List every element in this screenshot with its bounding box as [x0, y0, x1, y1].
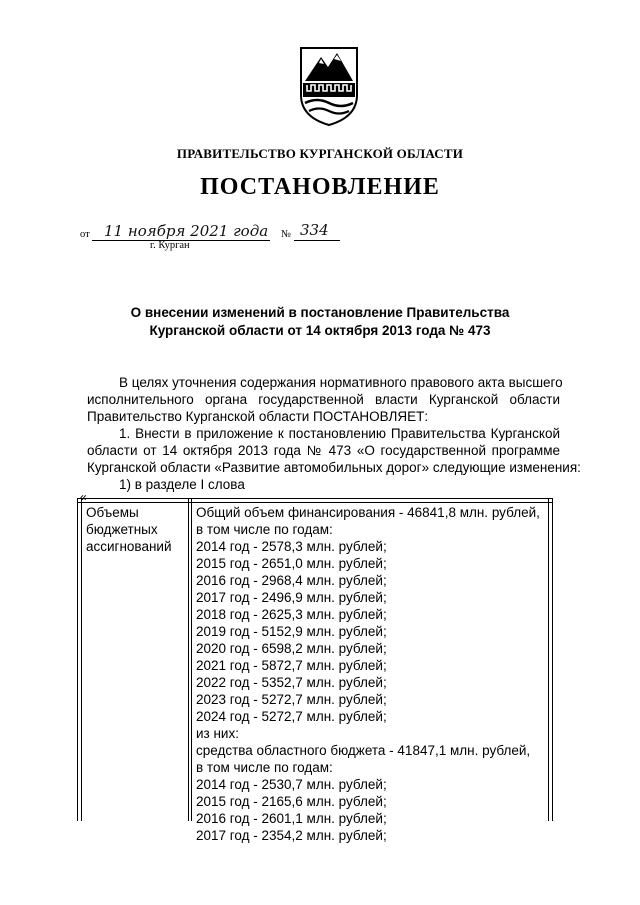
cell-text-line: ассигнований [86, 539, 172, 554]
number-underline [294, 240, 340, 241]
text-line: области от 14 октября 2013 года № 473 «О государственной программе [87, 443, 560, 458]
table-cell-values [196, 504, 546, 844]
funding-line: в том числе по годам: [196, 760, 333, 775]
funding-line: средства областного бюджета - 41847,1 млн. рублей, [196, 743, 531, 758]
funding-line: 2022 год - 5352,7 млн. рублей; [196, 675, 387, 690]
resolution-title [0, 304, 640, 340]
table-border [81, 499, 82, 821]
text-line: В целях уточнения содержания нормативного правового акта высшего [119, 375, 563, 390]
funding-line: 2015 год - 2651,0 млн. рублей; [196, 556, 387, 571]
table-cell-label [86, 504, 186, 555]
table-column-divider [191, 499, 192, 821]
organization-name: ПРАВИТЕЛЬСТВО КУРГАНСКОЙ ОБЛАСТИ [176, 146, 464, 161]
paragraph-subitem-1: 1) в разделе I слова [119, 477, 245, 492]
table-column-divider [188, 499, 189, 821]
funding-line: 2017 год - 2354,2 млн. рублей; [196, 828, 387, 843]
funding-line: 2019 год - 5152,9 млн. рублей; [196, 624, 387, 639]
paragraph-item-1 [87, 425, 581, 476]
paragraph-preamble [87, 374, 563, 425]
cell-text-line: Объемы [86, 505, 139, 520]
document-type-heading: ПОСТАНОВЛЕНИЕ [200, 174, 440, 200]
table-border [78, 502, 552, 503]
budget-table [77, 498, 553, 843]
funding-line: 2023 год - 5272,7 млн. рублей; [196, 692, 387, 707]
title-line: Курганской области от 14 октября 2013 года № 473 [149, 323, 491, 338]
number-label: № [281, 229, 292, 240]
funding-line: из них: [196, 726, 239, 741]
funding-line: 2014 год - 2530,7 млн. рублей; [196, 777, 387, 792]
text-line: Курганской области «Развитие автомобильных дорог» следующие изменения: [87, 460, 581, 475]
title-line: О внесении изменений в постановление Правительства [130, 305, 510, 320]
funding-line: 2016 год - 2968,4 млн. рублей; [196, 573, 387, 588]
funding-line: 2018 год - 2625,3 млн. рублей; [196, 607, 387, 622]
funding-line: 2024 год - 5272,7 млн. рублей; [196, 709, 387, 724]
funding-line: 2021 год - 5872,7 млн. рублей; [196, 658, 387, 673]
text-line: 1. Внести в приложение к постановлению Правительства Курганской [119, 426, 560, 441]
text-line: Правительство Курганской области ПОСТАНОВЛЯЕТ: [87, 409, 429, 424]
funding-line: 2015 год - 2165,6 млн. рублей; [196, 794, 387, 809]
cell-text-line: бюджетных [86, 522, 158, 537]
text-line: исполнительного органа государственной власти Курганской области [87, 392, 560, 407]
funding-line: 2014 год - 2578,3 млн. рублей; [196, 539, 387, 554]
coat-of-arms-icon [297, 45, 361, 127]
funding-line: Общий объем финансирования - 46841,8 млн. рублей, [196, 505, 540, 520]
table-border [548, 499, 549, 821]
funding-line: в том числе по годам: [196, 522, 333, 537]
open-quote: « [80, 490, 87, 504]
funding-line: 2020 год - 6598,2 млн. рублей; [196, 641, 387, 656]
date-handwritten: 11 ноября 2021 года [104, 222, 269, 240]
number-handwritten: 334 [300, 221, 329, 239]
from-label: от [80, 229, 90, 240]
city-label: г. Курган [150, 240, 190, 251]
funding-line: 2016 год - 2601,1 млн. рублей; [196, 811, 387, 826]
funding-line: 2017 год - 2496,9 млн. рублей; [196, 590, 387, 605]
